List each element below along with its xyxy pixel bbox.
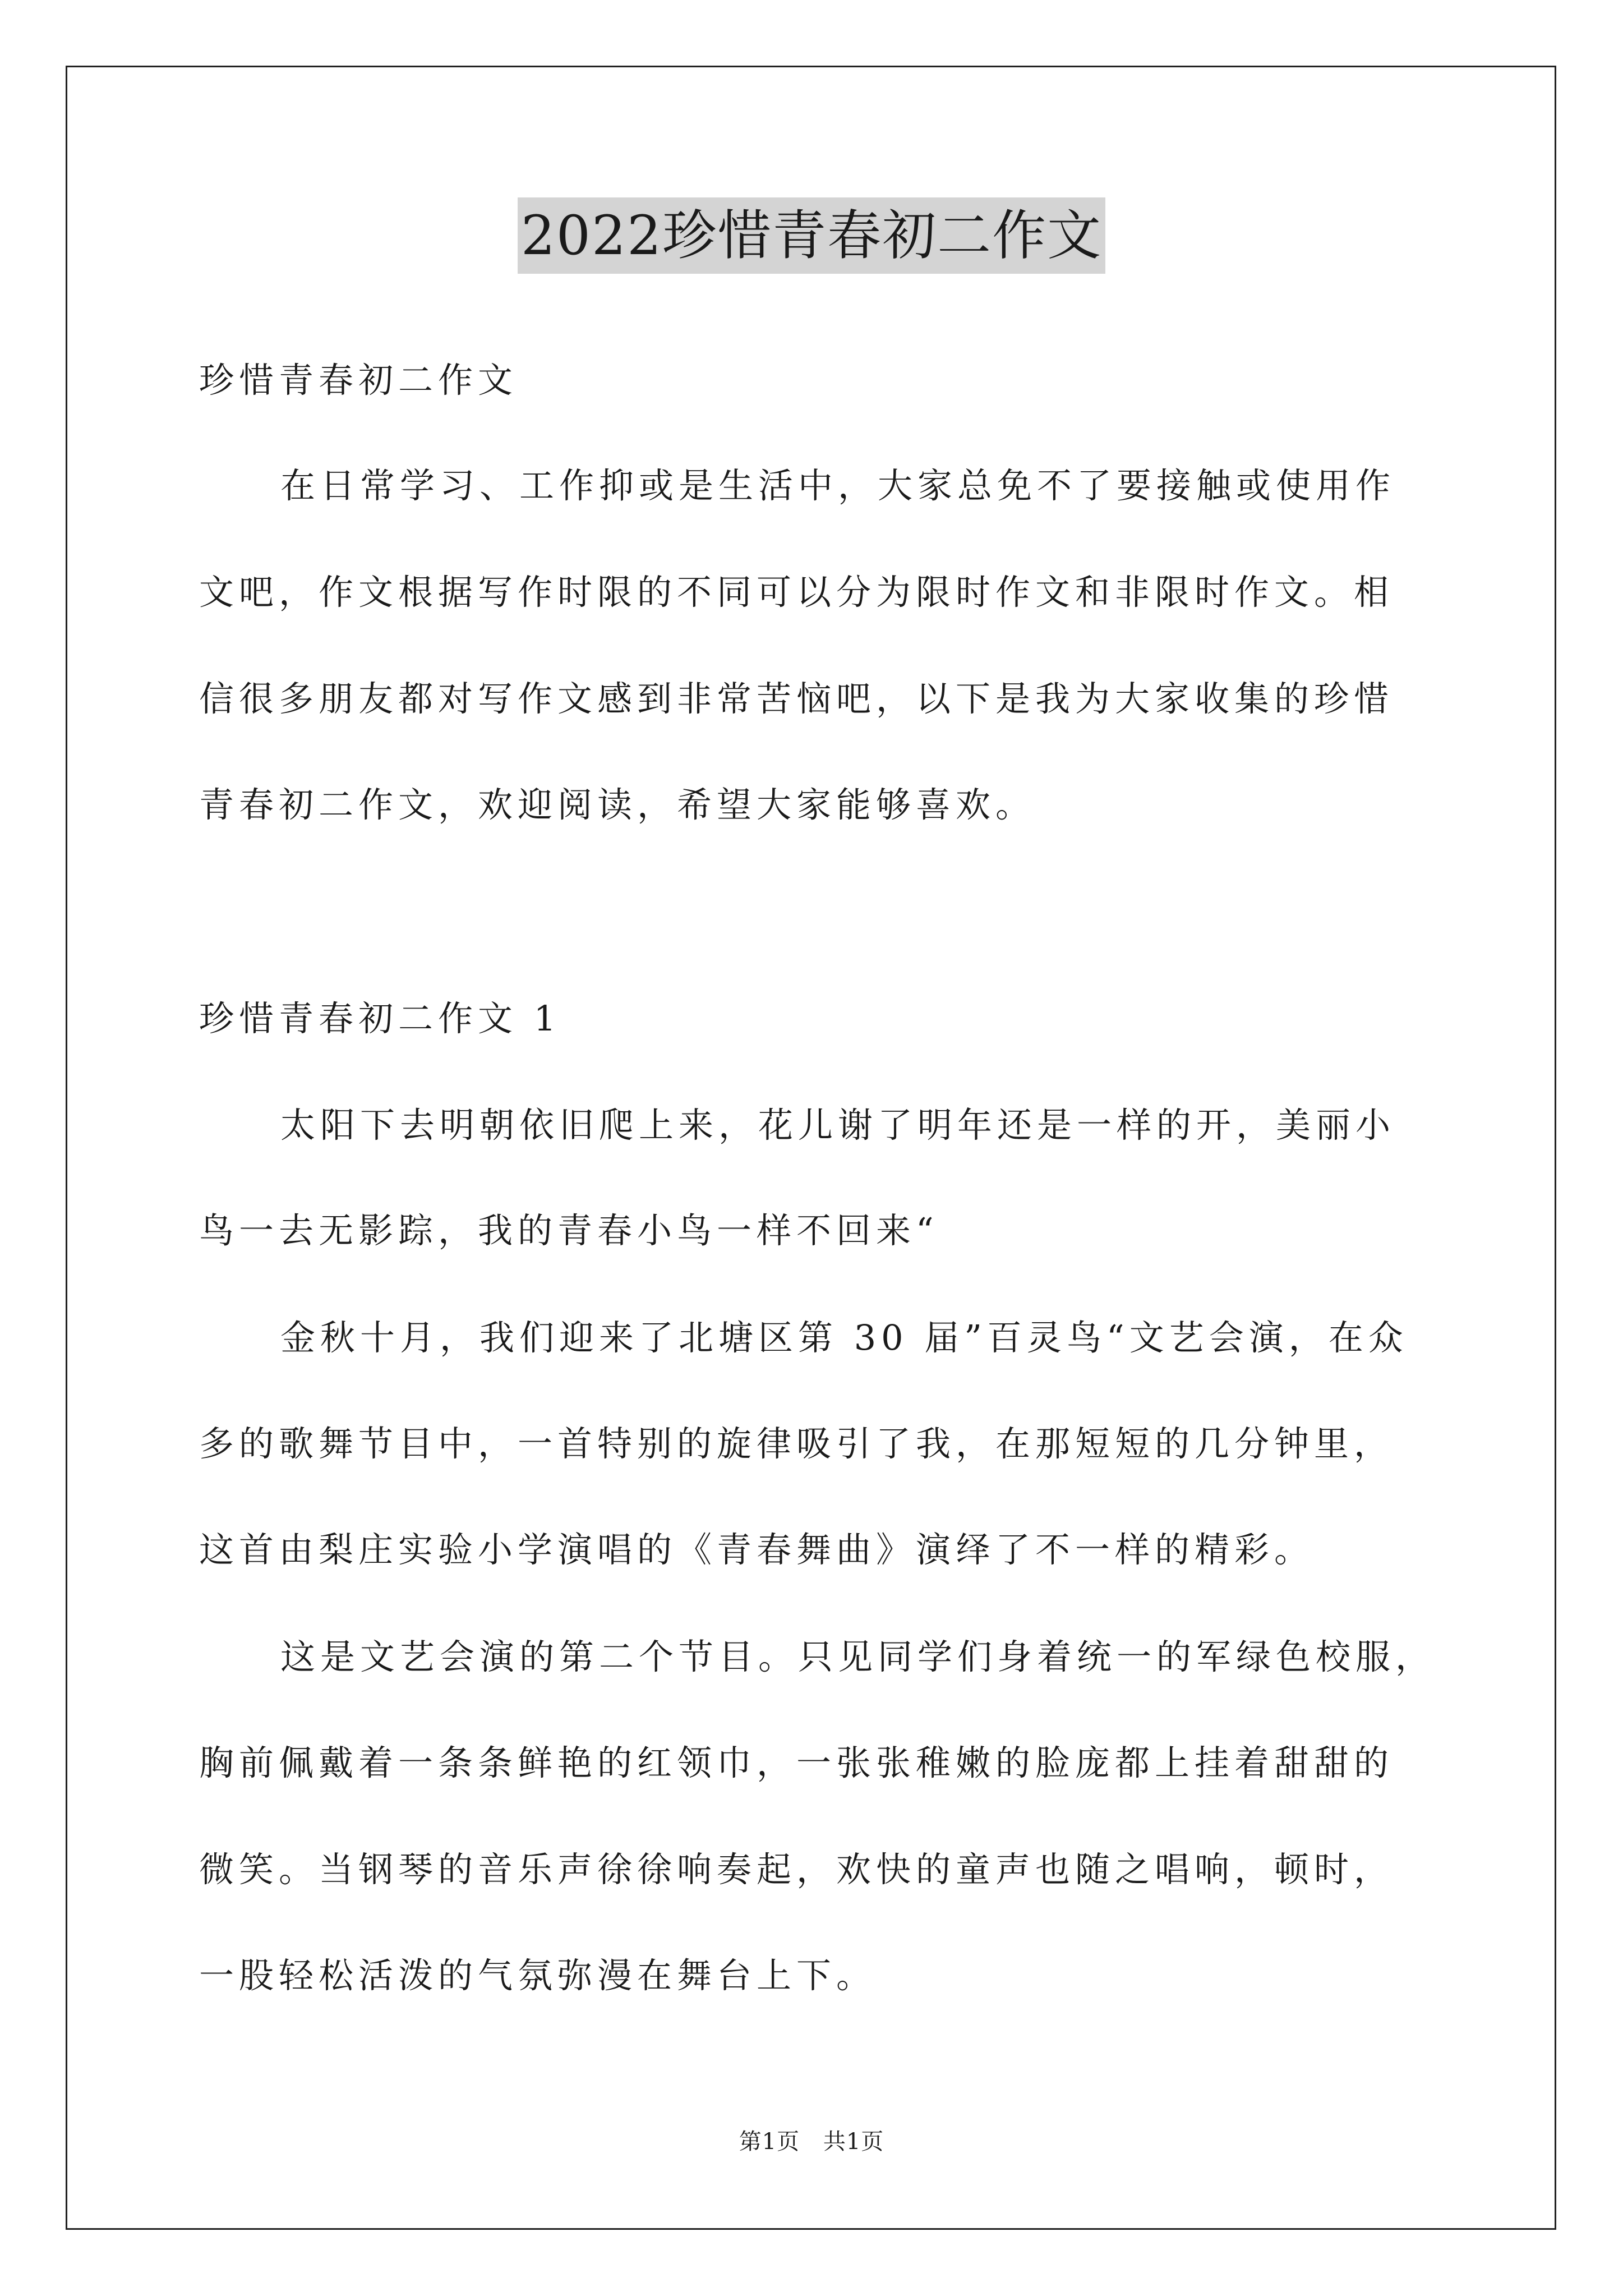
essay-line: 这是文艺会演的第二个节目。只见同学们身着统一的军绿色校服， — [280, 1636, 1436, 1677]
subheading: 珍惜青春初二作文 — [199, 360, 518, 401]
title-container — [0, 197, 1623, 274]
intro-line: 青春初二作文，欢迎阅读，希望大家能够喜欢。 — [199, 784, 1036, 825]
essay-line: 金秋十月，我们迎来了北塘区第 30 届”百灵鸟“文艺会演，在众 — [280, 1317, 1408, 1358]
essay-line: 微笑。当钢琴的音乐声徐徐响奏起，欢快的童声也随之唱响，顿时， — [199, 1849, 1394, 1890]
page-footer — [0, 2126, 1623, 2157]
essay-line: 一股轻松活泼的气氛弥漫在舞台上下。 — [199, 1955, 877, 1996]
essay-line: 胸前佩戴着一条条鲜艳的红领巾，一张张稚嫩的脸庞都上挂着甜甜的 — [199, 1742, 1394, 1783]
page-total: 共1页 — [823, 2129, 884, 2155]
intro-line: 信很多朋友都对写作文感到非常苦恼吧，以下是我为大家收集的珍惜 — [199, 678, 1394, 719]
page-number: 第1页 — [739, 2129, 800, 2155]
essay-line: 这首由梨庄实验小学演唱的《青春舞曲》演绎了不一样的精彩。 — [199, 1529, 1315, 1570]
intro-line: 在日常学习、工作抑或是生活中，大家总免不了要接触或使用作 — [280, 465, 1396, 506]
essay-line: 多的歌舞节目中，一首特别的旋律吸引了我，在那短短的几分钟里， — [199, 1423, 1394, 1464]
subheading: 珍惜青春初二作文 1 — [199, 998, 561, 1039]
essay-line: 太阳下去明朝依旧爬上来，花儿谢了明年还是一样的开，美丽小 — [280, 1105, 1396, 1145]
document-title: 2022珍惜青春初二作文 — [518, 197, 1105, 274]
essay-line: 鸟一去无影踪，我的青春小鸟一样不回来“ — [199, 1210, 939, 1251]
intro-line: 文吧，作文根据写作时限的不同可以分为限时作文和非限时作文。相 — [199, 572, 1394, 613]
